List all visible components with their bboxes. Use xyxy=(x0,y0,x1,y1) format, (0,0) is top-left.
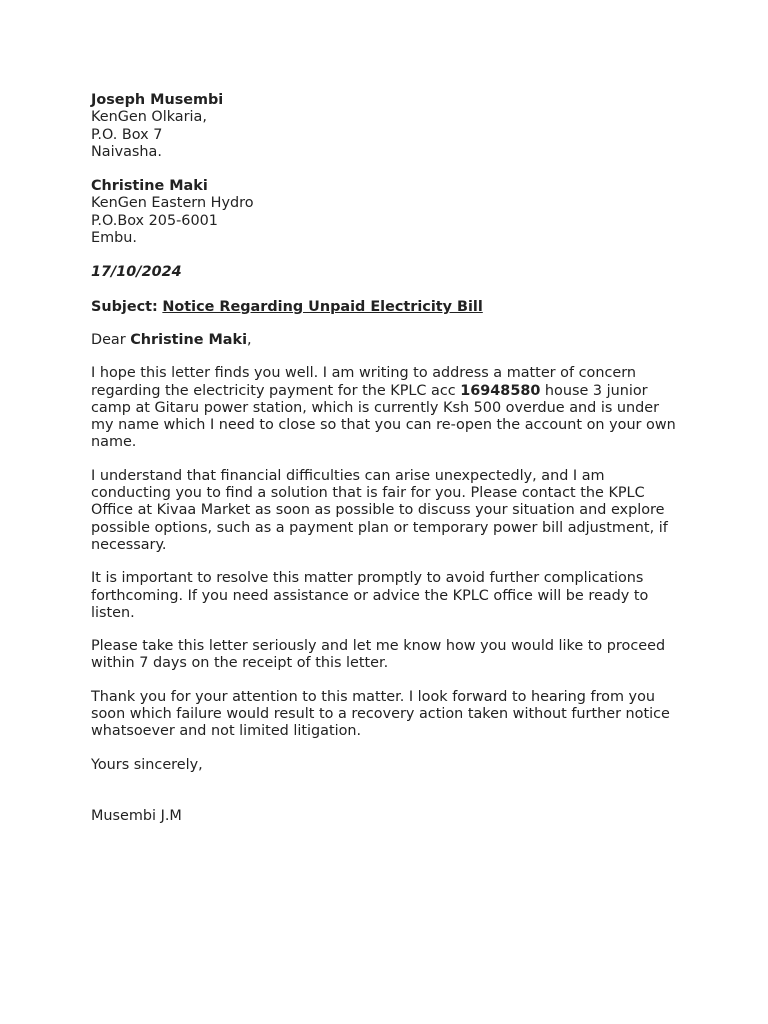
sender-address-line: Naivasha. xyxy=(91,143,162,160)
paragraph-line: my name which I need to close so that you can re-open the account on your own xyxy=(91,417,676,434)
paragraph-line: possible options, such as a payment plan or temporary power bill adjustment, if xyxy=(91,519,668,536)
paragraph-line: Please take this letter seriously and let me know how you would like to proceed xyxy=(91,638,666,655)
recipient-address-line: P.O.Box 205-6001 xyxy=(91,212,218,229)
body-paragraph-1 xyxy=(91,365,691,451)
paragraph-line: Office at Kivaa Market as soon as possible to discuss your situation and explore xyxy=(91,502,665,519)
date-block xyxy=(91,264,691,281)
paragraph-line: I understand that financial difficulties can arise unexpectedly, and I am xyxy=(91,467,605,484)
paragraph-text: regarding the electricity payment for the KPLC acc xyxy=(91,382,461,399)
paragraph-line: forthcoming. If you need assistance or advice the KPLC office will be ready to xyxy=(91,587,649,604)
recipient-block xyxy=(91,178,691,247)
paragraph-line: name. xyxy=(91,434,137,451)
body-paragraph-3 xyxy=(91,570,691,622)
body-paragraph-4 xyxy=(91,638,691,673)
signature-block xyxy=(91,808,691,825)
letter-page xyxy=(91,92,691,825)
closing-text: Yours sincerely, xyxy=(91,756,203,773)
paragraph-line: within 7 days on the receipt of this letter. xyxy=(91,655,389,672)
salutation xyxy=(91,332,691,349)
paragraph-line: conducting you to find a solution that is fair for you. Please contact the KPLC xyxy=(91,485,645,502)
closing xyxy=(91,757,691,774)
paragraph-line: soon which failure would result to a recovery action taken without further notice xyxy=(91,706,670,723)
sender-address-line: P.O. Box 7 xyxy=(91,126,163,143)
salutation-name: Christine Maki xyxy=(130,331,248,348)
subject-text: Notice Regarding Unpaid Electricity Bill xyxy=(162,298,483,315)
paragraph-line: It is important to resolve this matter promptly to avoid further complications xyxy=(91,570,644,587)
paragraph-line: whatsoever and not limited litigation. xyxy=(91,723,362,740)
subject-block xyxy=(91,299,691,316)
signature-name: Musembi J.M xyxy=(91,807,182,824)
paragraph-line: Thank you for your attention to this matter. I look forward to hearing from you xyxy=(91,688,656,705)
paragraph-line: necessary. xyxy=(91,536,167,553)
sender-block xyxy=(91,92,691,161)
subject-label: Subject: xyxy=(91,298,158,315)
sender-name: Joseph Musembi xyxy=(91,92,224,108)
body-paragraph-5 xyxy=(91,689,691,741)
paragraph-line: I hope this letter finds you well. I am writing to address a matter of concern xyxy=(91,365,637,382)
letter-date: 17/10/2024 xyxy=(91,264,182,281)
paragraph-text: house 3 junior xyxy=(540,382,648,399)
recipient-address-line: Embu. xyxy=(91,230,137,247)
paragraph-line: camp at Gitaru power station, which is currently Ksh 500 overdue and is under xyxy=(91,399,660,416)
salutation-prefix: Dear xyxy=(91,331,131,348)
recipient-name: Christine Maki xyxy=(91,178,208,195)
body-paragraph-2 xyxy=(91,468,691,554)
sender-address-line: KenGen Olkaria, xyxy=(91,109,207,126)
salutation-suffix: , xyxy=(247,331,252,348)
recipient-address-line: KenGen Eastern Hydro xyxy=(91,195,254,212)
paragraph-line: listen. xyxy=(91,604,135,621)
account-number: 16948580 xyxy=(460,382,541,399)
